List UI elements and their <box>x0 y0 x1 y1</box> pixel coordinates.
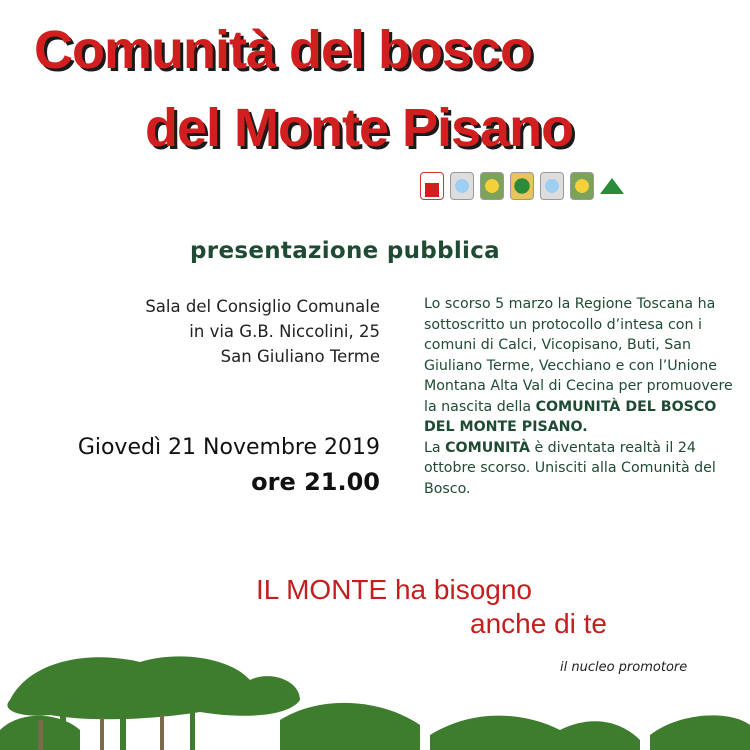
signature: il nucleo promotore <box>560 660 688 675</box>
venue-line: San Giuliano Terme <box>220 347 380 366</box>
description-text: Lo scorso 5 marzo la Regione Toscana ha sottoscritto un protocollo d’intesa con i comuni di Calci, Vicopisano, Buti, San Giuliano Terme, Vecchiano e con l’Unione Montana Alta Val di Cecina per promuovere la nascita della <box>424 296 733 415</box>
partner-logos <box>420 170 630 202</box>
calci-crest <box>450 172 474 200</box>
vicopisano-crest <box>480 172 504 200</box>
regione-toscana-logo <box>420 172 444 200</box>
event-time: ore 21.00 <box>251 468 380 496</box>
description-text: è diventata realtà il 24 ottobre scorso. Unisciti alla Comunità del Bosco. <box>424 439 716 497</box>
venue-block <box>60 294 380 369</box>
slogan-line-1: IL MONTE ha bisogno <box>256 574 532 605</box>
san-giuliano-crest <box>540 172 564 200</box>
venue-line: in via G.B. Niccolini, 25 <box>189 322 380 341</box>
description-bold: COMUNITÀ DEL BOSCO DEL MONTE PISANO. <box>424 398 717 435</box>
unione-montana-logo <box>600 172 624 200</box>
vecchiano-crest <box>570 172 594 200</box>
description <box>424 294 744 499</box>
buti-crest <box>510 172 534 200</box>
title-line-1: Comunità del bosco <box>34 20 533 80</box>
description-text: La <box>424 439 446 456</box>
venue-line: Sala del Consiglio Comunale <box>145 297 380 316</box>
event-date: Giovedì 21 Novembre 2019 <box>77 435 380 460</box>
description-bold: COMUNITÀ <box>445 439 530 456</box>
subtitle: presentazione pubblica <box>190 238 500 264</box>
title-line-2: del Monte Pisano <box>145 98 574 158</box>
tree-silhouettes <box>0 640 750 750</box>
slogan-line-2: anche di te <box>470 608 607 639</box>
